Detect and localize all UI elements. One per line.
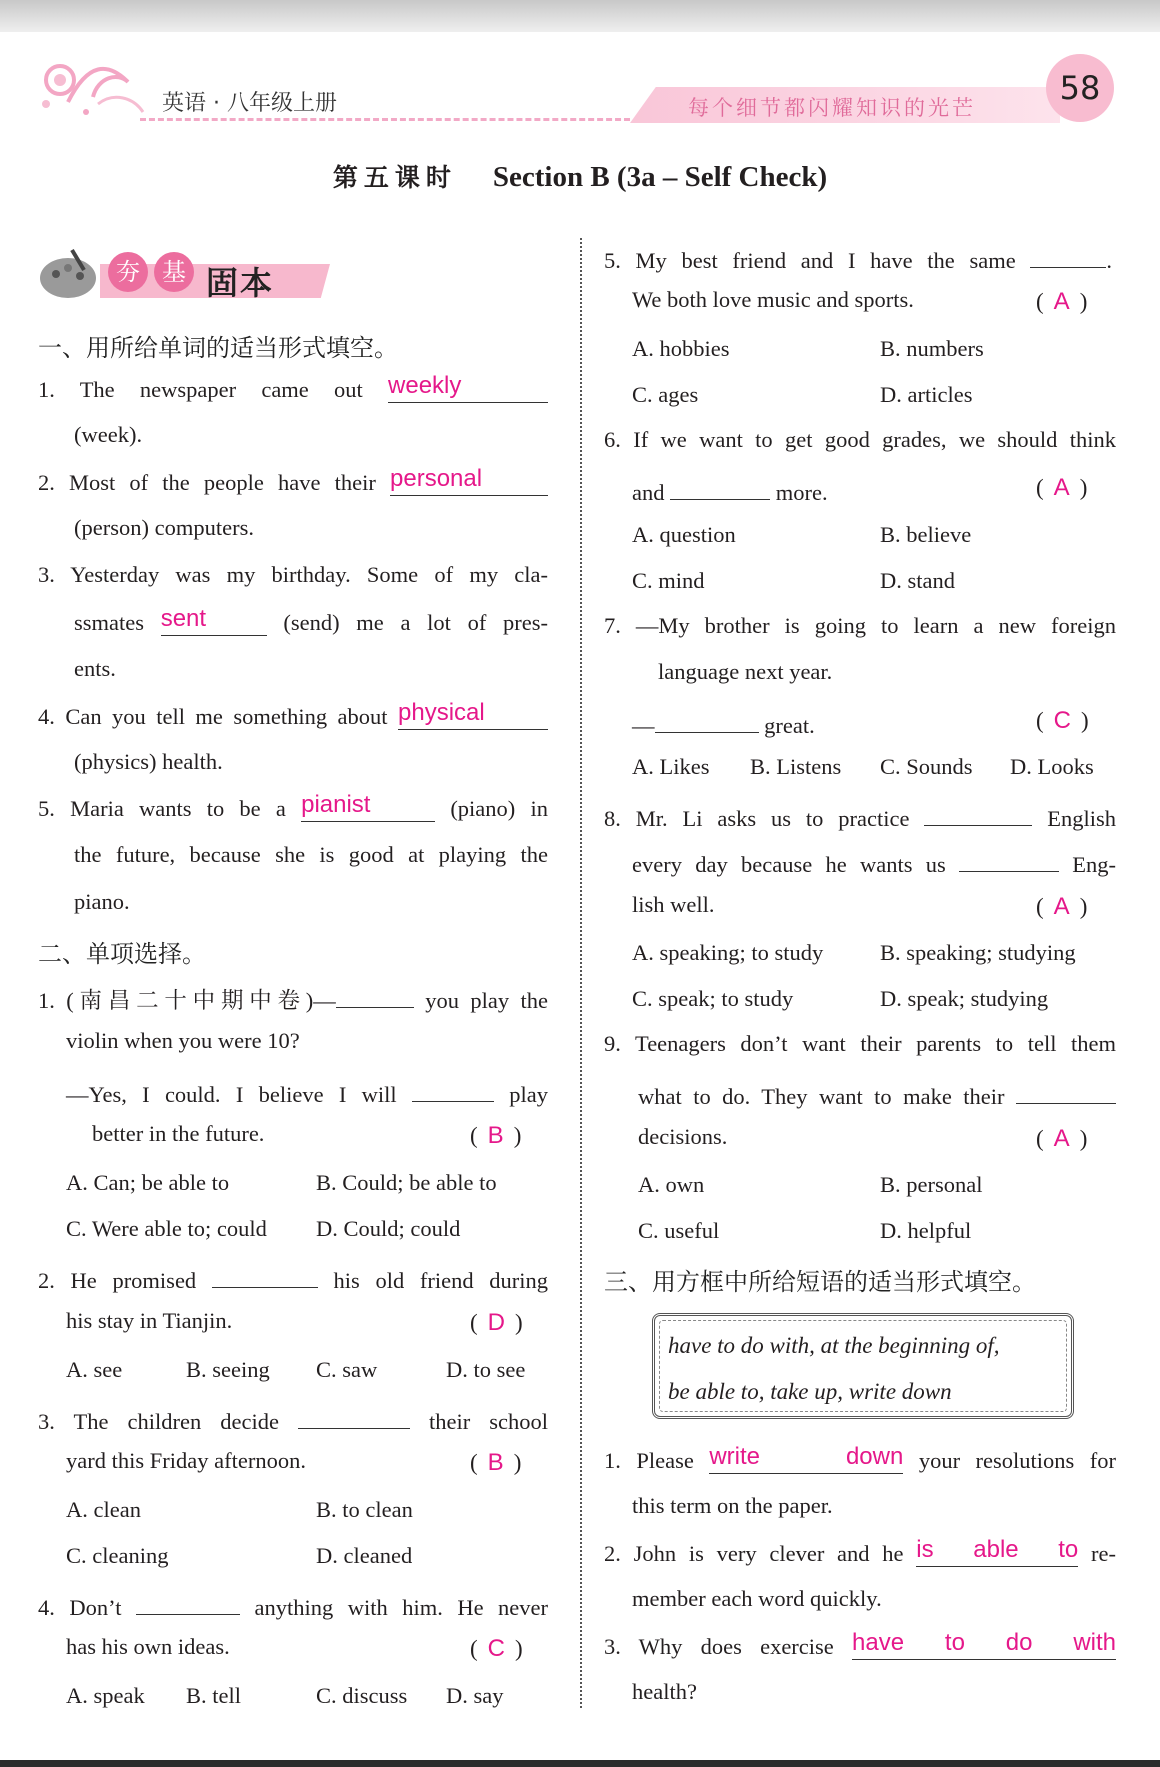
p2-q5-line2: We both love music and sports. (632, 287, 914, 312)
option: A. Likes (632, 754, 710, 779)
p2-q1-answer: ( B ) (470, 1122, 522, 1149)
p2-q5-answer: ( A ) (1036, 288, 1088, 315)
answer-blank (390, 465, 548, 496)
option: B. speaking; studying (880, 940, 1076, 965)
p2-q9-line1: 9. Teenagers don’t want their parents to tell them (604, 1031, 1116, 1056)
p3-q2-line1: 2. John is very clever and he is able to re- (604, 1536, 1117, 1566)
filled-answer: weekly (388, 372, 462, 399)
p2-q8-line1: 8. Mr. Li asks us to practice English (604, 801, 1116, 831)
header-slogan: 每个细节都闪耀知识的光芒 (688, 96, 976, 120)
p1-q3-line1: 3. Yesterday was my birthday. Some of my cla- (38, 562, 548, 587)
column-divider (580, 238, 582, 1708)
filled-answer: have to do with (852, 1629, 1116, 1656)
p2-q7-answer: ( C ) (1036, 707, 1089, 734)
p2-q5-line1: 5. My best friend and I have the same . (604, 243, 1112, 273)
option: B. seeing (186, 1357, 270, 1382)
p2-q4-answer: ( C ) (470, 1635, 523, 1662)
p2-q3-answer: ( B ) (470, 1449, 522, 1476)
answer-blank (160, 605, 267, 636)
answer-blank (301, 791, 435, 822)
option: C. Sounds (880, 754, 973, 779)
floral-flourish-icon (38, 52, 148, 122)
p3-q2-line2: member each word quickly. (632, 1586, 882, 1611)
p3-q3-line1: 3. Why does exercise have to do with (604, 1629, 1116, 1659)
part1-heading: 一、用所给单词的适当形式填空。 (38, 334, 398, 362)
phrase-box-line2: be able to, take up, write down (668, 1379, 952, 1404)
answer-blank (388, 372, 548, 403)
p2-q7-line2: language next year. (658, 659, 833, 684)
option: D. stand (880, 568, 955, 593)
answer-blank (136, 1590, 240, 1615)
p2-q2-line1: 2. He promised his old friend during (38, 1263, 548, 1293)
filled-answer: pianist (301, 791, 371, 818)
phrase-box-line1: have to do with, at the beginning of, (668, 1333, 1000, 1358)
section-badge (38, 240, 298, 306)
p2-q1-line3: —Yes, I could. I believe I will play (66, 1077, 548, 1107)
option: D. Looks (1010, 754, 1094, 779)
part2-heading: 二、单项选择。 (38, 940, 206, 968)
badge-circle-1: 夯 (108, 252, 148, 292)
answer-blank (212, 1263, 318, 1288)
option: C. useful (638, 1218, 720, 1243)
answer-blank (709, 1443, 904, 1474)
top-shadow-band (0, 0, 1160, 32)
p1-q2-line1: 2. Most of the people have their personal (38, 471, 548, 496)
answer-blank (670, 475, 770, 500)
p1-q4-line2: (physics) health. (74, 749, 223, 774)
p2-q4-line1: 4. Don’t anything with him. He never (38, 1590, 548, 1620)
option: C. ages (632, 382, 699, 407)
option: A. question (632, 522, 736, 547)
p2-q8-line2: every day because he wants us Eng- (632, 847, 1116, 877)
option: A. see (66, 1357, 123, 1382)
p1-q1-line1: 1. The newspaper came out weekly (38, 378, 548, 403)
option: D. helpful (880, 1218, 972, 1243)
option: B. Listens (750, 754, 842, 779)
badge-circle-2: 基 (154, 252, 194, 292)
option: C. discuss (316, 1683, 408, 1708)
option: B. to clean (316, 1497, 413, 1522)
option: D. Could; could (316, 1216, 461, 1241)
option: C. mind (632, 568, 705, 593)
answer-blank (1016, 1079, 1116, 1104)
answer-blank (924, 801, 1032, 826)
p2-q1-line2: violin when you were 10? (66, 1028, 300, 1053)
option: A. speaking; to study (632, 940, 824, 965)
p2-q1-line1: 1. (南昌二十中期中卷)— you play the (38, 983, 548, 1013)
p2-q3-line2: yard this Friday afternoon. (66, 1448, 306, 1473)
p2-q7-line3: — great. (632, 708, 815, 738)
option: D. cleaned (316, 1543, 413, 1568)
p3-q3-line2: health? (632, 1679, 697, 1704)
p1-q3-line3: ents. (74, 656, 116, 681)
part3-heading: 三、用方框中所给短语的适当形式填空。 (604, 1268, 1036, 1296)
p1-q5-line3: piano. (74, 889, 130, 914)
p2-q6-line2: and more. (632, 475, 828, 505)
p1-q3-line2: ssmates sent (send) me a lot of pres- (74, 605, 548, 635)
p2-q6-answer: ( A ) (1036, 474, 1088, 501)
p2-q8-line3: lish well. (632, 892, 715, 917)
answer-blank (1030, 243, 1106, 268)
option: D. to see (446, 1357, 526, 1382)
p1-q5-line2: the future, because she is good at playing the (74, 842, 548, 867)
answer-blank (298, 1404, 410, 1429)
book-title: 英语 · 八年级上册 (162, 91, 337, 116)
lesson-title-en: Section B (3a – Self Check) (492, 161, 828, 193)
page-number: 58 (1046, 54, 1114, 122)
p1-q2-line2: (person) computers. (74, 515, 254, 540)
option: D. speak; studying (880, 986, 1049, 1011)
palette-icon (38, 248, 98, 300)
filled-answer: sent (160, 605, 207, 632)
option: C. cleaning (66, 1543, 169, 1568)
p2-q8-answer: ( A ) (1036, 893, 1088, 920)
option: D. articles (880, 382, 973, 407)
filled-answer: personal (390, 465, 483, 492)
option: A. own (638, 1172, 705, 1197)
option: A. hobbies (632, 336, 730, 361)
option: B. numbers (880, 336, 984, 361)
p2-q9-line2: what to do. They want to make their (638, 1079, 1116, 1109)
option: B. believe (880, 522, 972, 547)
answer-blank (655, 708, 759, 733)
option: B. Could; be able to (316, 1170, 497, 1195)
p2-q2-answer: ( D ) (470, 1309, 523, 1336)
option: B. tell (186, 1683, 241, 1708)
p2-q1-line4: better in the future. (92, 1121, 265, 1146)
p2-q4-line2: has his own ideas. (66, 1634, 230, 1659)
p2-q9-answer: ( A ) (1036, 1125, 1088, 1152)
p2-q3-line1: 3. The children decide their school (38, 1404, 548, 1434)
p2-q6-line1: 6. If we want to get good grades, we should think (604, 427, 1116, 452)
header-dashed-line (140, 118, 630, 121)
p2-q7-line1: 7. —My brother is going to learn a new foreign (604, 613, 1116, 638)
bottom-band (0, 1760, 1160, 1767)
option: B. personal (880, 1172, 983, 1197)
option: A. speak (66, 1683, 145, 1708)
p1-q5-line1: 5. Maria wants to be a pianist (piano) in (38, 791, 548, 821)
option: C. saw (316, 1357, 378, 1382)
answer-blank (412, 1077, 494, 1102)
option: C. Were able to; could (66, 1216, 267, 1241)
filled-answer: physical (398, 699, 485, 726)
p2-q2-line2: his stay in Tianjin. (66, 1308, 233, 1333)
option: A. Can; be able to (66, 1170, 230, 1195)
p2-q9-line3: decisions. (638, 1124, 728, 1149)
lesson-title-cn: 第五课时 (332, 163, 457, 192)
p1-q1-line2: (week). (74, 422, 143, 447)
answer-blank (336, 983, 414, 1008)
badge-text: 固本 (206, 264, 275, 302)
p3-q1-line2: this term on the paper. (632, 1493, 833, 1518)
answer-blank (398, 699, 548, 730)
filled-answer: is able to (916, 1536, 1079, 1563)
lesson-title (0, 158, 1160, 194)
answer-blank (916, 1536, 1079, 1567)
p3-q1-line1: 1. Please write down your resolutions for (604, 1443, 1116, 1473)
filled-answer: write down (709, 1443, 904, 1470)
option: D. say (446, 1683, 504, 1708)
answer-blank (959, 847, 1059, 872)
p1-q4-line1: 4. Can you tell me something about physical (38, 705, 548, 730)
option: C. speak; to study (632, 986, 794, 1011)
option: A. clean (66, 1497, 141, 1522)
